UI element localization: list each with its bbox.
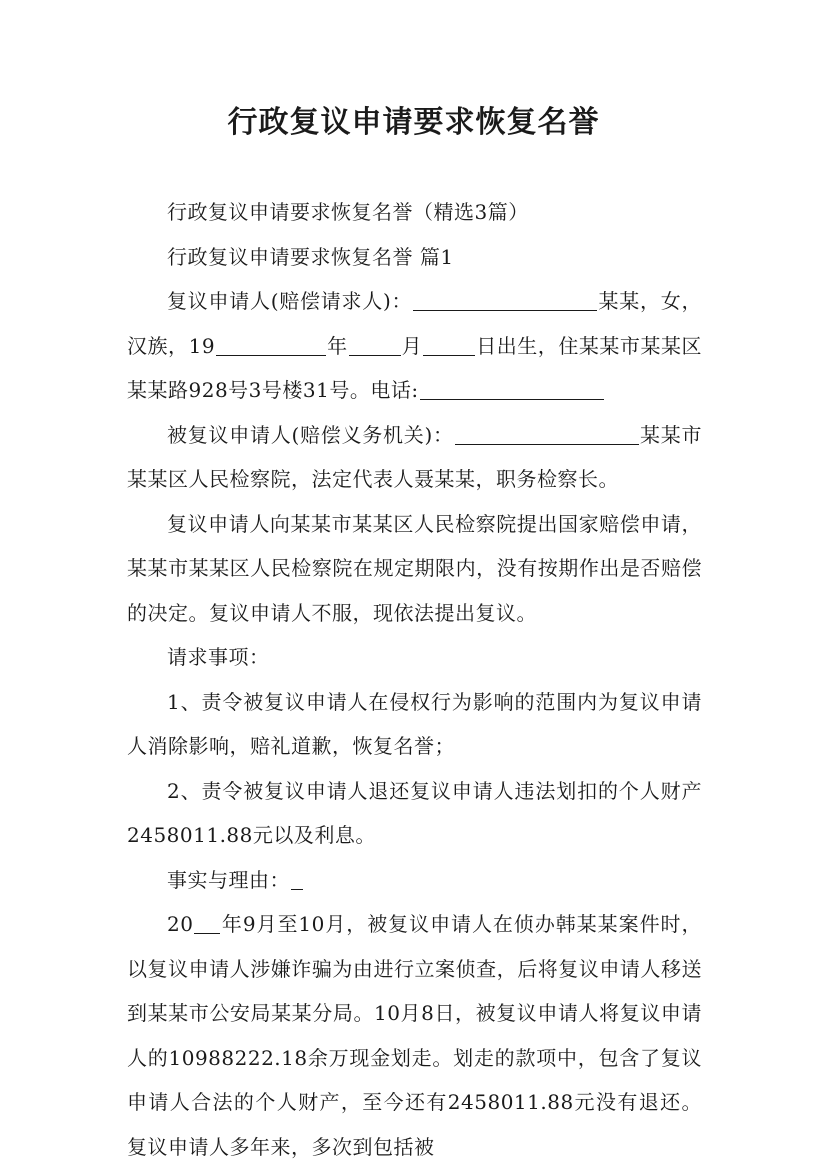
facts-heading: 事实与理由： <box>167 867 290 892</box>
document-subtitle: 行政复议申请要求恢复名誉（精选3篇） <box>167 200 529 224</box>
birth-month-blank <box>349 333 401 356</box>
month-label: 月 <box>401 333 423 358</box>
facts-year-blank <box>194 911 220 934</box>
respondent-paragraph <box>127 413 702 502</box>
document-title: 行政复议申请要求恢复名誉 <box>227 105 600 140</box>
facts-text: 年9月至10月，被复议申请人在侦办韩某某案件时，以复议申请人涉嫌诈骗为由进行立案侦查，后将复议申请人移送到某某市公安局某某分局。10月8日，被复议申请人将复议申请人的10988222.18余万现金划走。划走的款项中，包含了复议申请人合法的个人财产，至今还有2458011.88元没有退还。复议申请人多年来，多次到包括被 <box>127 912 702 1159</box>
year-label: 年 <box>327 333 348 358</box>
applicant-info: 女，汉族，19 <box>127 289 703 358</box>
facts-year-prefix: 20 <box>167 912 194 936</box>
facts-blank <box>291 867 303 890</box>
applicant-name: 某某， <box>598 289 661 313</box>
request-item-2: 2、责令被复议申请人退还复议申请人违法划扣的个人财产2458011.88元以及利息。 <box>127 778 702 847</box>
respondent-label: 被复议申请人(赔偿义务机关)： <box>167 422 454 447</box>
facts-paragraph <box>127 902 702 1169</box>
document-body <box>127 190 702 1169</box>
facts-heading-paragraph <box>127 858 702 903</box>
request-item-1: 1、责令被复议申请人在侵权行为影响的范围内为复议申请人消除影响，赔礼道歉，恢复名誉； <box>127 689 702 758</box>
birth-year-blank <box>216 333 326 356</box>
section-heading: 行政复议申请要求恢复名誉 篇1 <box>167 244 454 269</box>
respondent-blank <box>455 422 639 445</box>
birth-suffix: 日出生，住某某市某某区某某路928号3号楼31号。电话: <box>127 333 703 402</box>
background-paragraph: 复议申请人向某某市某某区人民检察院提出国家赔偿申请，某某市某某区人民检察院在规定期限内，没有按期作出是否赔偿的决定。复议申请人不服，现依法提出复议。 <box>127 511 702 625</box>
phone-blank <box>420 377 604 400</box>
respondent-info: 某某市某某区人民检察院，法定代表人聂某某，职务检察长。 <box>127 422 702 491</box>
birth-day-blank <box>423 333 475 356</box>
applicant-label: 复议申请人(赔偿请求人)： <box>167 289 413 313</box>
requests-heading: 请求事项： <box>167 645 270 669</box>
applicant-paragraph <box>127 279 702 413</box>
applicant-blank <box>413 288 597 311</box>
